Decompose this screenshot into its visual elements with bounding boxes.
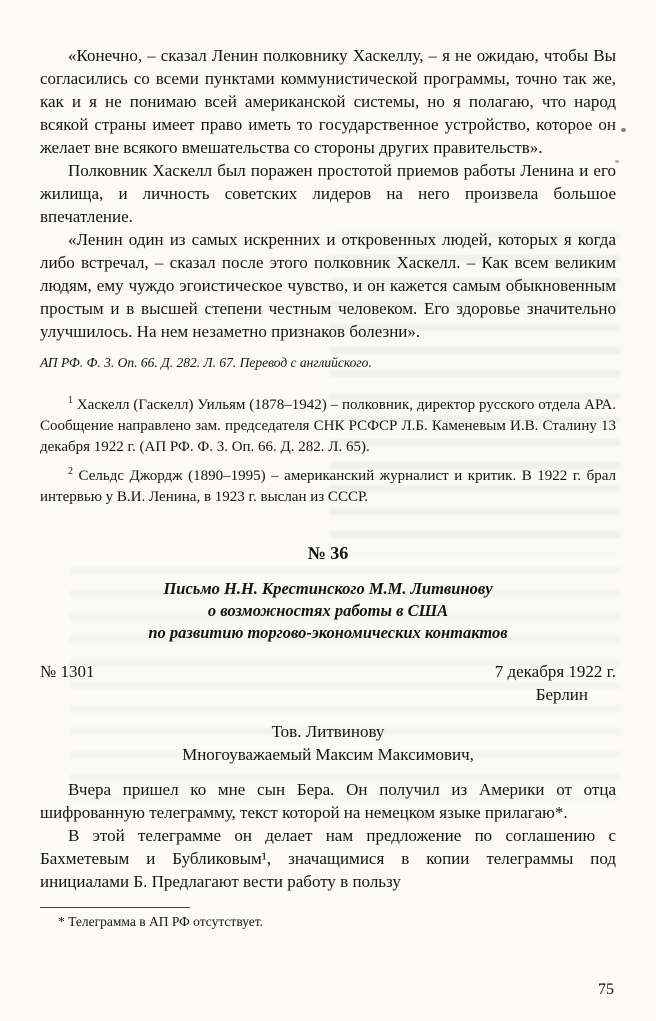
salutation-addressee: Тов. Литвинову <box>271 722 385 741</box>
page-footnote: * Телеграмма в АП РФ отсутствует. <box>58 914 264 929</box>
document-title-line-3: по развитию торгово-экономических контактов <box>148 623 508 642</box>
document-number-heading: № 36 <box>307 543 349 563</box>
footnote-1-marker: 1 <box>68 395 73 406</box>
footnote-2-text: Сельдс Джордж (1890–1995) – американский журналист и критик. В 1922 г. брал интервью у В.И. Ленина, в 1923 г. выслан из СССР. <box>40 468 616 505</box>
footnote-1-text: Хаскелл (Гаскелл) Уильям (1878–1942) – полковник, директор русского отдела АРА. Сообщение направлено зам. председателя СНК РСФСР Л.Б. Каменевым И.В. Сталину 13 декабря 1922 г. (АП РФ. Ф. 3. Оп. 66. Д. 282. Л. 65). <box>40 397 616 455</box>
archive-reference: АП РФ. Ф. 3. Оп. 66. Д. 282. Л. 67. Перевод с английского. <box>40 355 372 370</box>
footnote-1 <box>40 395 616 458</box>
footnote-2-marker: 2 <box>68 466 73 477</box>
document-title-line-2: о возможностях работы в США <box>207 601 449 620</box>
document-meta-row <box>40 660 616 706</box>
letter-body-paragraph-1: Вчера пришел ко мне сын Бера. Он получил из Америки от отца шифрованную телеграмму, текст которой на немецком языке прилагаю*. <box>40 780 616 822</box>
page-number: 75 <box>598 981 614 998</box>
document-number: № 1301 <box>40 662 95 681</box>
footnote-rule <box>40 907 190 908</box>
letter-body-paragraph-2: В этой телеграмме он делает нам предложение по соглашению с Бахметевым и Бубликовым¹, значащимися в копии телеграммы под инициалами Б. Предлагают вести работу в пользу <box>40 826 616 891</box>
quote-paragraph-1: «Конечно, – сказал Ленин полковнику Хаскеллу, – я не ожидаю, чтобы Вы согласились со всеми пунктами коммунистической программы, точно так же, как и я не понимаю всей американской системы, но я полагаю, что народ всякой страны имеет право иметь то государственное устройство, которое он желает вне всякого вмешательства со стороны других правительств». <box>40 46 616 157</box>
footnote-2 <box>40 466 616 508</box>
document-place: Берлин <box>535 685 588 704</box>
document-date-place <box>495 660 616 706</box>
narrative-paragraph: Полковник Хаскелл был поражен простотой приемов работы Ленина и его жилища, и личность советских лидеров на него произвела большое впечатление. <box>40 161 616 226</box>
footnotes-block <box>40 395 616 508</box>
document-date: 7 декабря 1922 г. <box>494 662 616 681</box>
document-title <box>40 578 616 644</box>
document-title-line-1: Письмо Н.Н. Крестинского М.М. Литвинову <box>163 579 493 598</box>
salutation-greeting: Многоуважаемый Максим Максимович, <box>182 745 474 764</box>
letter-body <box>40 778 616 893</box>
quote-paragraph-2: «Ленин один из самых искренних и откровенных людей, которых я когда либо встречал, – сказал после этого полковник Хаскелл. – Как всем великим людям, ему чуждо эгоистическое чувство, и он кажется самым обыкновенным простым и в высшей степени честным человеком. Его здоровье значительно улучшилось. На нем незаметно признаков болезни». <box>40 230 616 341</box>
